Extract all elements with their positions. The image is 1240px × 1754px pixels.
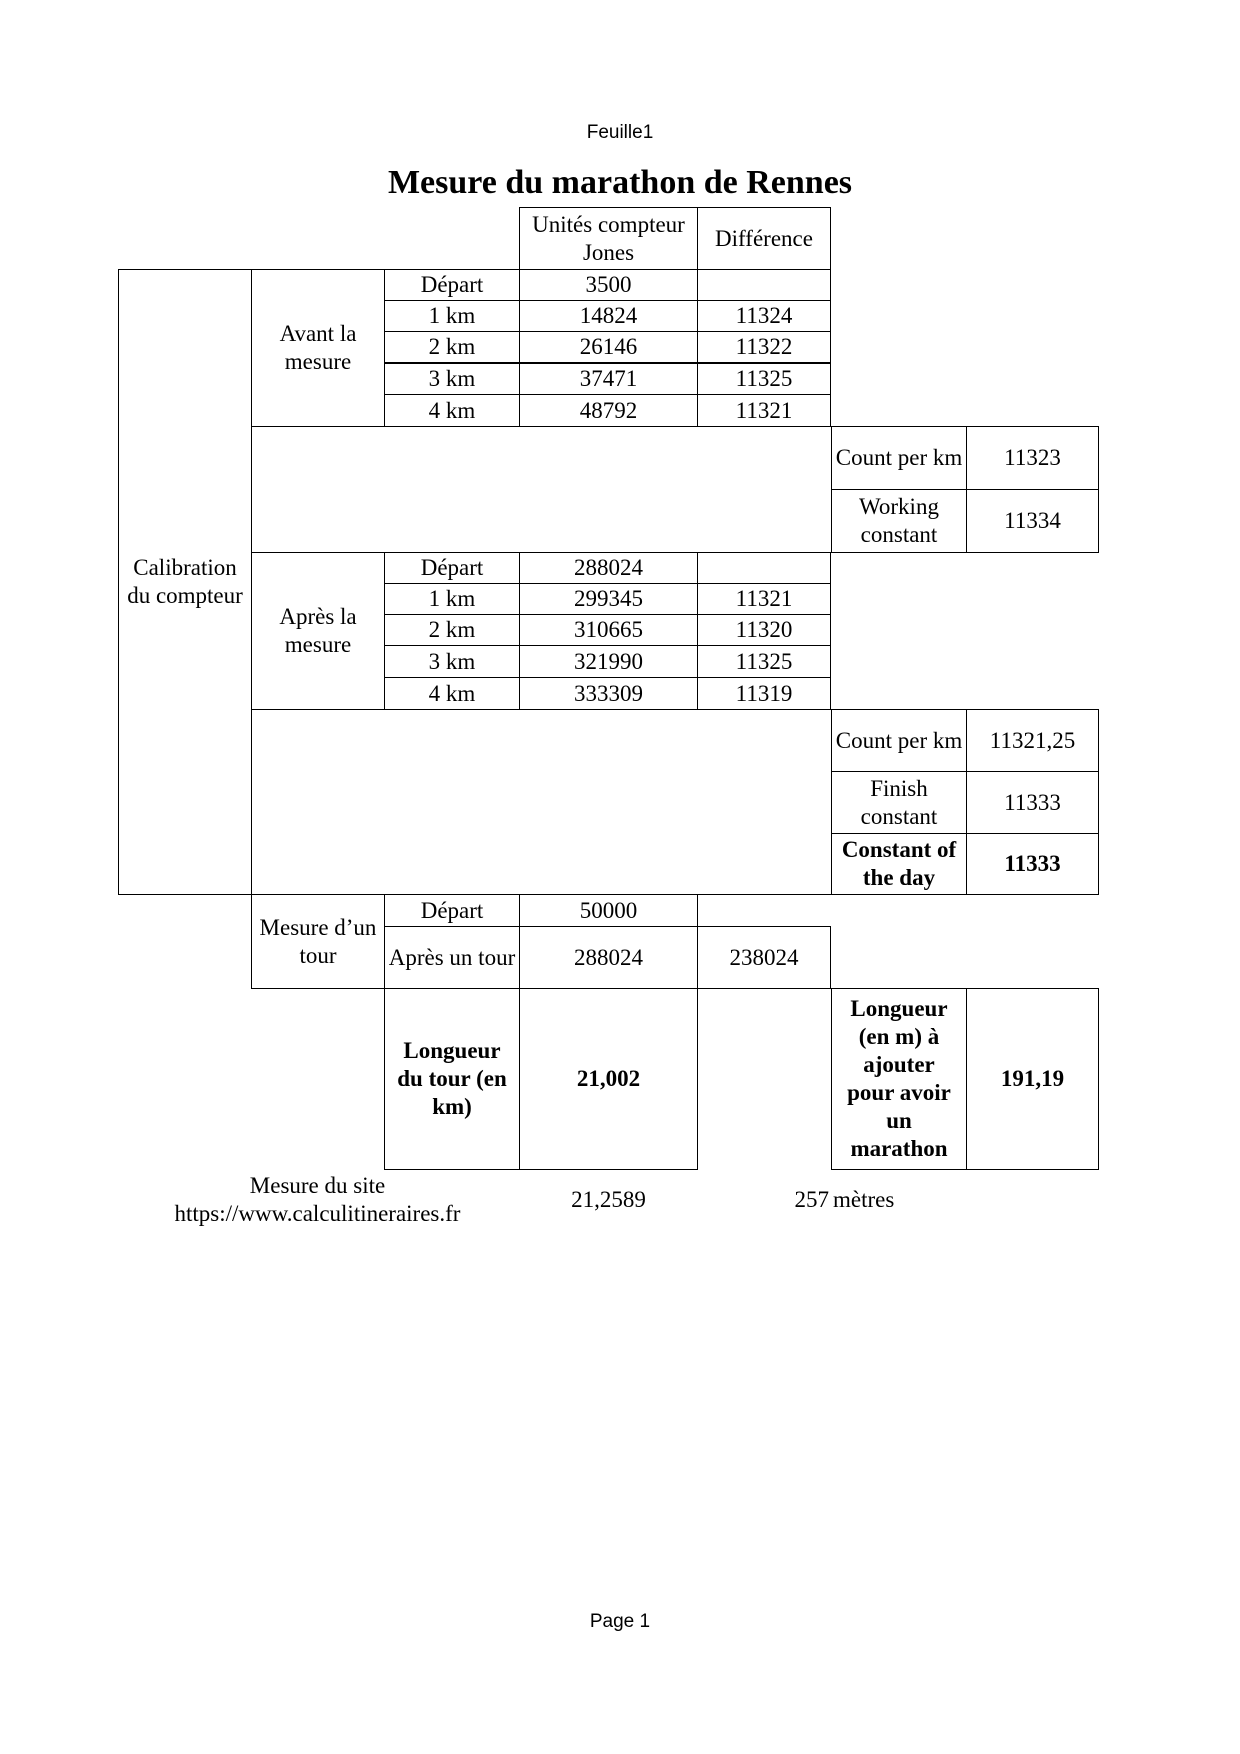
after-row-diff	[697, 552, 831, 584]
before-row-diff: 11322	[697, 331, 831, 363]
after-summary-blank	[251, 709, 832, 895]
before-row-label: 4 km	[384, 394, 520, 427]
before-row-units: 3500	[519, 269, 698, 301]
day-constant-value: 11333	[966, 833, 1099, 895]
before-row-diff: 11321	[697, 394, 831, 427]
before-count-per-km-value: 11323	[966, 426, 1099, 490]
page-title: Mesure du marathon de Rennes	[387, 164, 853, 201]
header-difference: Différence	[697, 207, 831, 270]
site-meters-value: 257	[794, 1187, 829, 1212]
before-summary-blank	[251, 426, 832, 553]
before-row-diff: 11324	[697, 300, 831, 332]
calibration-label: Calibration du compteur	[118, 269, 252, 895]
marathon-addition-value: 191,19	[966, 988, 1099, 1170]
after-row-diff: 11319	[697, 677, 831, 710]
marathon-addition-label: Longueur (en m) à ajouter pour avoir un marathon	[831, 988, 967, 1170]
before-row-diff	[697, 269, 831, 301]
after-row-diff: 11321	[697, 583, 831, 615]
day-constant-label: Constant of the day	[831, 833, 967, 895]
lap-after-value: 288024	[519, 926, 698, 989]
header-units: Unités compteur Jones	[519, 207, 698, 270]
before-count-per-km-label: Count per km	[831, 426, 967, 490]
after-row-units: 333309	[519, 677, 698, 710]
after-row-label: 4 km	[384, 677, 520, 710]
after-label: Après la mesure	[251, 552, 385, 710]
after-row-units: 288024	[519, 552, 698, 584]
after-row-units: 310665	[519, 614, 698, 646]
before-label: Avant la mesure	[251, 269, 385, 427]
after-row-label: 1 km	[384, 583, 520, 615]
working-constant-label: Working constant	[831, 489, 967, 553]
lap-after-diff: 238024	[697, 926, 831, 989]
site-meters-unit: mètres	[833, 1187, 895, 1212]
after-count-per-km-label: Count per km	[831, 709, 967, 772]
working-constant-value: 11334	[966, 489, 1099, 553]
sheet-name: Feuille1	[586, 122, 654, 143]
after-row-label: 3 km	[384, 645, 520, 678]
site-measure-label: Mesure du site https://www.calculitineraires.fr	[174, 1173, 461, 1226]
after-count-per-km-value: 11321,25	[966, 709, 1099, 772]
site-measure-value: 21,2589	[571, 1187, 646, 1212]
lap-label: Mesure d’un tour	[251, 894, 385, 989]
lap-after-label: Après un tour	[384, 926, 520, 989]
before-row-units: 26146	[519, 331, 698, 363]
before-row-units: 48792	[519, 394, 698, 427]
finish-constant-value: 11333	[966, 771, 1099, 834]
before-row-label: 3 km	[384, 363, 520, 395]
after-row-units: 321990	[519, 645, 698, 678]
before-row-label: 2 km	[384, 331, 520, 363]
after-row-units: 299345	[519, 583, 698, 615]
before-row-diff: 11325	[697, 363, 831, 395]
lap-start-value: 50000	[519, 894, 698, 927]
lap-length-label: Longueur du tour (en km)	[384, 988, 520, 1170]
lap-length-value: 21,002	[519, 988, 698, 1170]
before-row-label: Départ	[384, 269, 520, 301]
before-row-label: 1 km	[384, 300, 520, 332]
lap-start-label: Départ	[384, 894, 520, 927]
after-row-diff: 11320	[697, 614, 831, 646]
before-row-units: 14824	[519, 300, 698, 332]
after-row-label: Départ	[384, 552, 520, 584]
after-row-label: 2 km	[384, 614, 520, 646]
page-number: Page 1	[589, 1611, 651, 1632]
after-row-diff: 11325	[697, 645, 831, 678]
finish-constant-label: Finish constant	[831, 771, 967, 834]
before-row-units: 37471	[519, 363, 698, 395]
